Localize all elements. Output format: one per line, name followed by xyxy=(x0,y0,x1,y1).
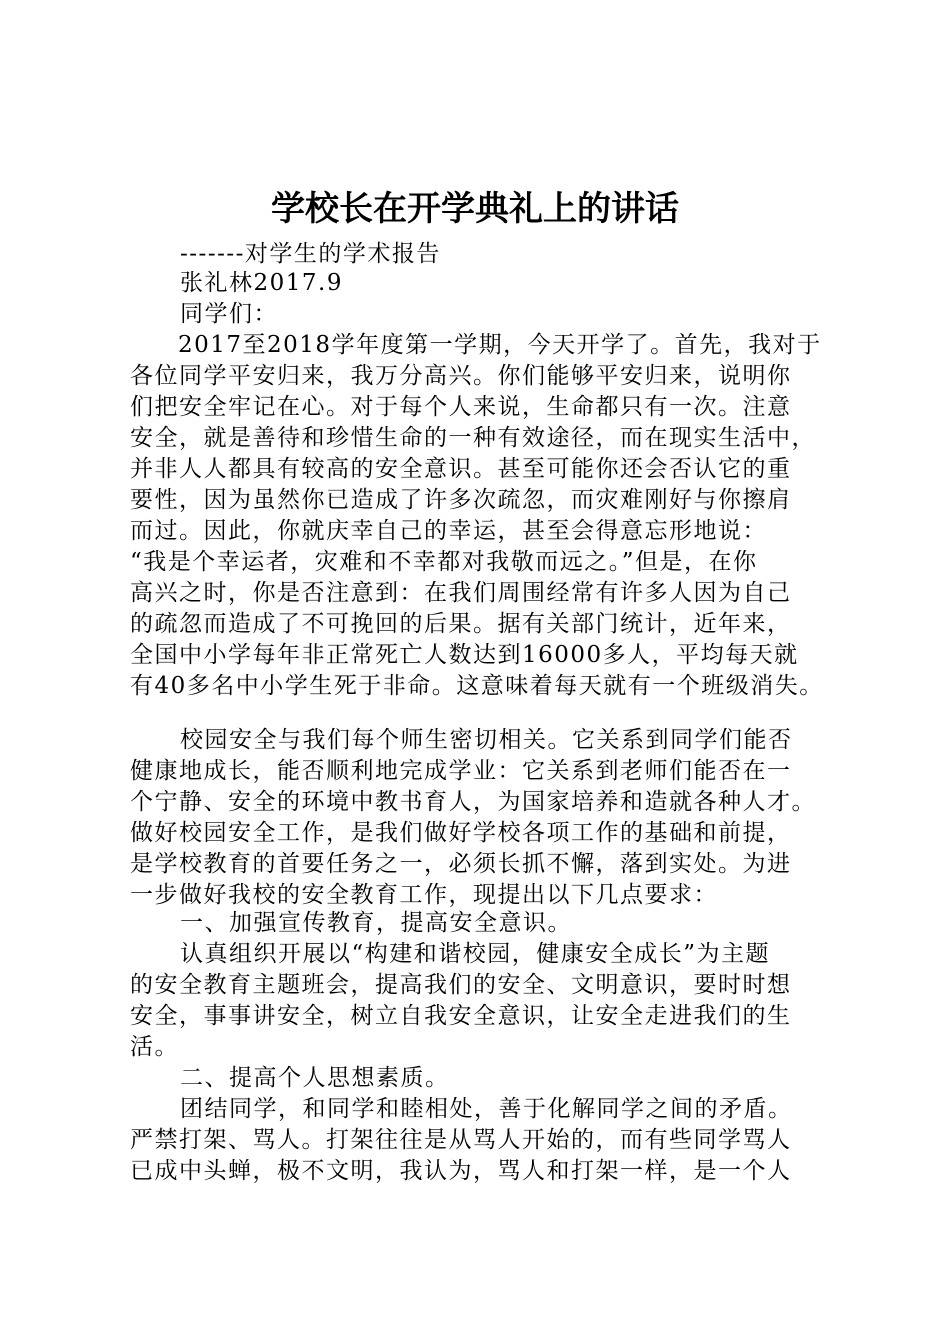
paragraph-line: 团结同学，和同学和睦相处，善于化解同学之间的矛盾。 xyxy=(180,1096,793,1122)
paragraph-line: 要性，因为虽然你已造成了许多次疏忽，而灾难刚好与你擦肩 xyxy=(130,487,792,513)
paragraph-line: 是学校教育的首要任务之一，必须长抓不懈，落到实处。为进 xyxy=(130,851,792,877)
paragraph-line: 一步做好我校的安全教育工作，现提出以下几点要求： xyxy=(130,882,718,908)
author-date-line: 张礼林2017.9 xyxy=(180,270,343,296)
document-title: 学校长在开学典礼上的讲话 xyxy=(271,189,679,229)
paragraph-line: “我是个幸运者，灾难和不幸都对我敬而远之。”但是，在你 xyxy=(130,549,758,575)
section-heading-1: 一、加强宣传教育，提高安全意识。 xyxy=(180,910,572,936)
paragraph-line: 做好校园安全工作，是我们做好学校各项工作的基础和前提， xyxy=(130,820,792,846)
paragraph-line: 们把安全牢记在心。对于每个人来说，生命都只有一次。注意 xyxy=(130,394,792,420)
paragraph-line: 个宁静、安全的环境中教书育人，为国家培养和造就各种人才。 xyxy=(130,789,816,815)
paragraph-line: 有40多名中小学生死于非命。这意味着每天就有一个班级消失。 xyxy=(130,673,824,699)
subtitle-line: -------对学生的学术报告 xyxy=(180,241,441,267)
paragraph-line: 活。 xyxy=(130,1034,179,1060)
paragraph-line: 校园安全与我们每个师生密切相关。它关系到同学们能否 xyxy=(180,727,793,753)
paragraph-line: 已成中头蝉，极不文明，我认为，骂人和打架一样，是一个人 xyxy=(130,1158,792,1184)
paragraph-line: 高兴之时，你是否注意到：在我们周围经常有许多人因为自己 xyxy=(130,580,792,606)
paragraph-line: 并非人人都具有较高的安全意识。甚至可能你还会否认它的重 xyxy=(130,456,792,482)
paragraph-line: 各位同学平安归来，我万分高兴。你们能够平安归来，说明你 xyxy=(130,363,792,389)
paragraph-line: 的疏忽而造成了不可挽回的后果。据有关部门统计，近年来， xyxy=(130,611,792,637)
paragraph-line: 的安全教育主题班会，提高我们的安全、文明意识，要时时想 xyxy=(130,972,792,998)
section-heading-2: 二、提高个人思想素质。 xyxy=(180,1065,450,1091)
paragraph-line: 安全，就是善待和珍惜生命的一种有效途径，而在现实生活中， xyxy=(130,425,816,451)
paragraph-line: 健康地成长，能否顺利地完成学业：它关系到老师们能否在一 xyxy=(130,758,792,784)
paragraph-line: 严禁打架、骂人。打架往往是从骂人开始的，而有些同学骂人 xyxy=(130,1127,792,1153)
paragraph-line: 2017至2018学年度第一学期，今天开学了。首先，我对于 xyxy=(178,332,822,358)
paragraph-line: 认真组织开展以“构建和谐校园，健康安全成长”为主题 xyxy=(180,941,771,967)
salutation-line: 同学们： xyxy=(180,301,278,327)
paragraph-line: 安全，事事讲安全，树立自我安全意识，让安全走进我们的生 xyxy=(130,1003,792,1029)
paragraph-line: 全国中小学每年非正常死亡人数达到16000多人，平均每天就 xyxy=(130,642,799,668)
paragraph-line: 而过。因此，你就庆幸自己的幸运，甚至会得意忘形地说： xyxy=(130,518,767,544)
